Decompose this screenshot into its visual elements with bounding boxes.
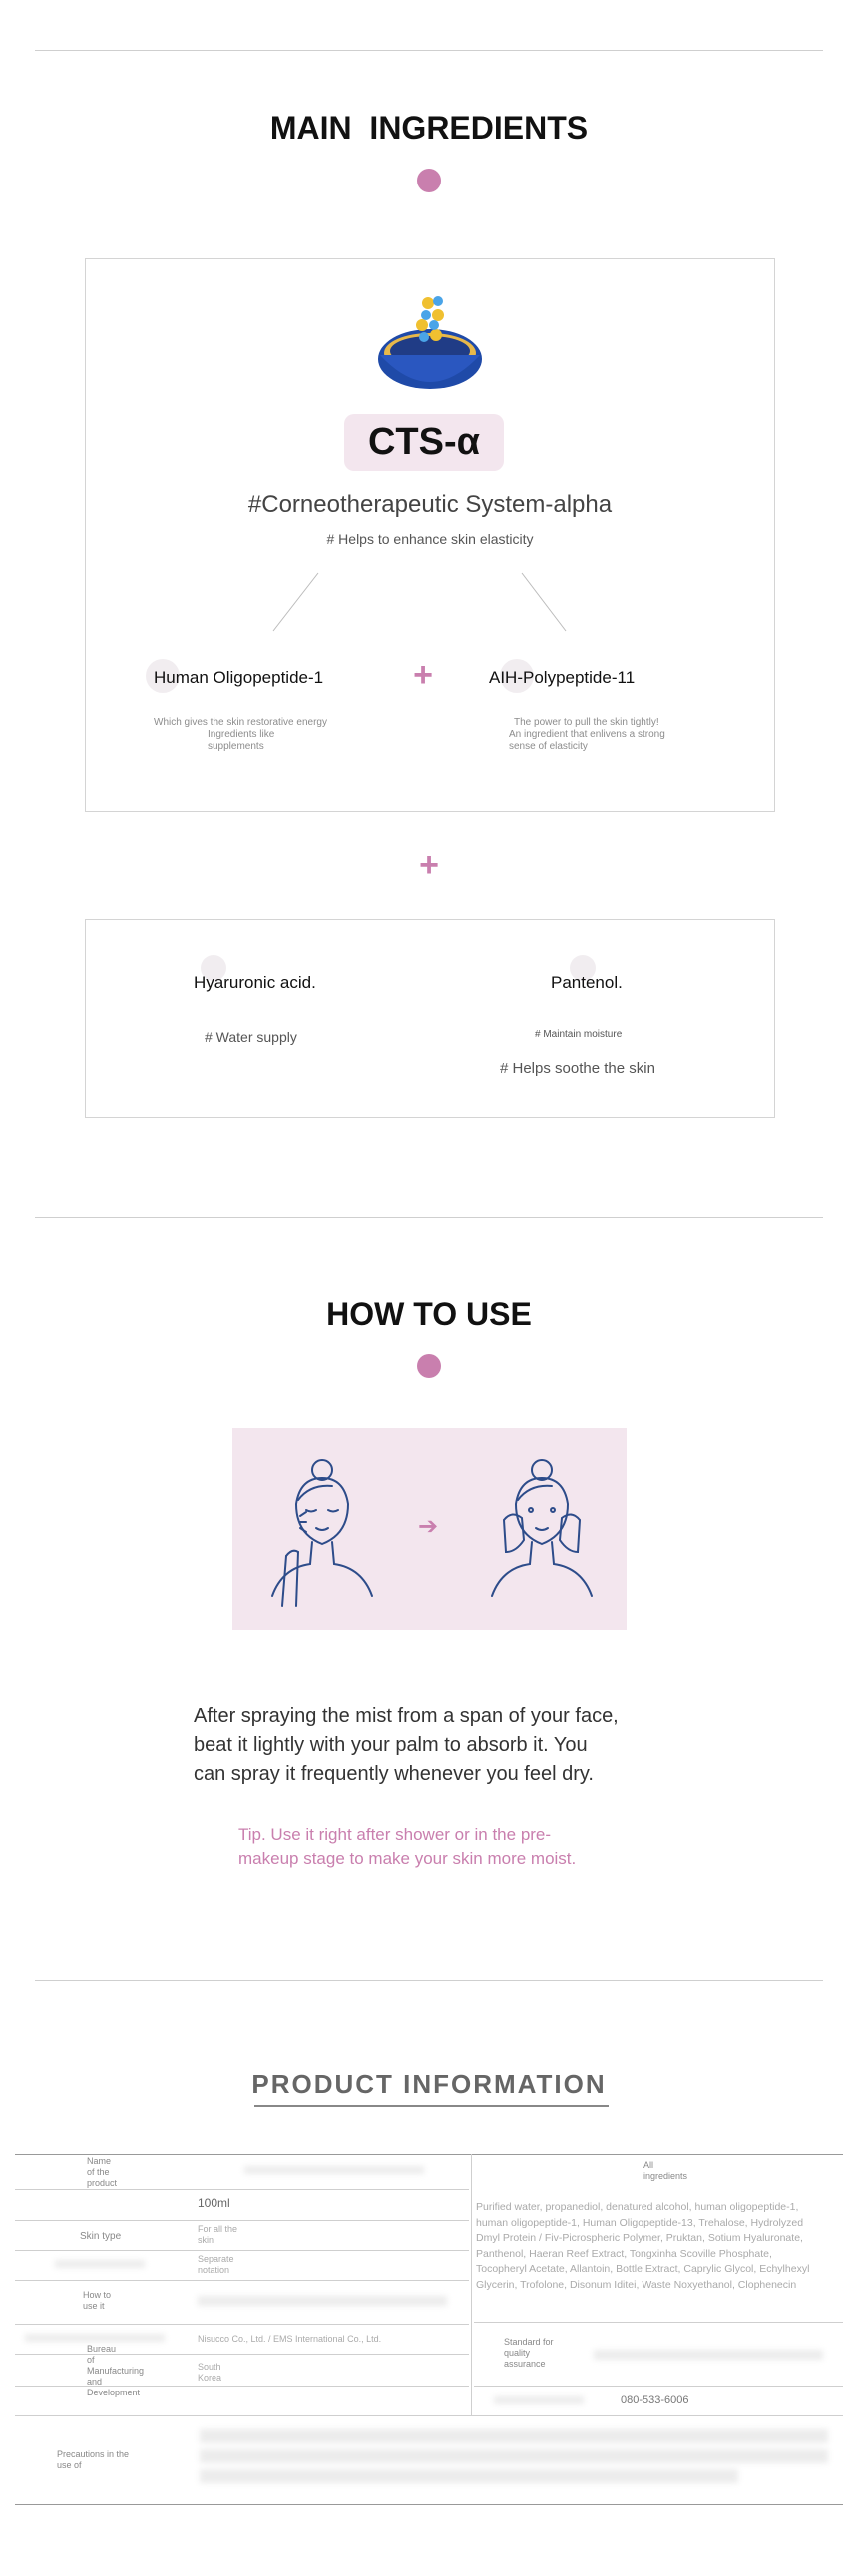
redacted-precautions	[200, 2449, 828, 2463]
redacted-value	[198, 2296, 447, 2306]
instruction-line: beat it lightly with your palm to absorb it. You	[194, 1734, 588, 1756]
section-divider	[35, 1217, 823, 1218]
label-line: ingredients	[644, 2171, 688, 2181]
table-rule	[15, 2324, 469, 2325]
ingredients-line: Panthenol, Haeran Reef Extract, Tongxinha Scoville Phosphate,	[476, 2247, 772, 2260]
secondary-ingredients-card	[85, 919, 775, 1118]
human-oligopeptide-name: Human Oligopeptide-1	[154, 668, 324, 687]
cts-tagline: # Helps to enhance skin elasticity	[326, 531, 534, 547]
main-ingredients-title: MAIN INGREDIENTS	[269, 110, 589, 146]
cts-subtitle: #Corneotherapeutic System-alpha	[247, 491, 613, 518]
how-to-use-label	[83, 2290, 111, 2312]
table-rule	[15, 2415, 843, 2416]
redacted-label	[494, 2396, 584, 2404]
usage-tip	[238, 1823, 657, 1871]
water-supply-tag: # Water supply	[205, 1029, 297, 1045]
plus-icon: +	[419, 846, 439, 884]
label-line: Development	[87, 2388, 141, 2397]
table-rule	[474, 2322, 843, 2323]
table-rule	[15, 2280, 469, 2281]
ingredients-line: Purified water, propanediol, denatured alcohol, human oligopeptide-1,	[476, 2201, 799, 2213]
desc-line: An ingredient that enlivens a strong	[509, 729, 665, 740]
face-spray-icon	[262, 1456, 382, 1616]
table-rule	[15, 2189, 469, 2190]
table-column-divider	[471, 2154, 472, 2415]
ingredients-line: Dmyl Protein / Fiv-Picrospheric Polymer, Pruktan, Sotium Hyaluronate,	[476, 2232, 803, 2244]
cts-card	[85, 258, 775, 812]
ingredients-line: Tocopheryl Acetate, Allantoin, Bottle Extract, Caprylic Glycol, Echylhexyl	[476, 2263, 810, 2275]
face-pat-icon	[482, 1456, 602, 1616]
human-oligopeptide-desc	[154, 717, 327, 753]
instruction-line: can spray it frequently whenever you feel dry.	[194, 1763, 594, 1785]
hyaluronic-acid-name: Hyaruronic acid.	[194, 973, 316, 992]
desc-line: sense of elasticity	[509, 741, 588, 752]
how-to-use-title: HOW TO USE	[326, 1296, 532, 1332]
label-line: of	[87, 2355, 95, 2365]
table-rule	[15, 2386, 469, 2387]
section-divider	[35, 1980, 823, 1981]
value-line: Korea	[198, 2373, 222, 2383]
value-line: Separate	[198, 2254, 234, 2264]
precautions-label	[57, 2449, 129, 2471]
table-rule	[15, 2220, 469, 2221]
tip-line: makeup stage to make your skin more moist.	[238, 1849, 577, 1868]
desc-line: Ingredients like	[208, 729, 275, 740]
bureau-label	[87, 2344, 144, 2398]
accent-dot	[417, 169, 441, 192]
label-line: and	[87, 2377, 103, 2387]
redacted-label	[55, 2260, 145, 2268]
label-line: of the	[87, 2167, 110, 2177]
ingredients-line: human oligopeptide-1, Human Oligopeptide-13, Trehalose, Hydrolyzed	[476, 2216, 804, 2229]
how-to-use-illustration	[232, 1428, 627, 1630]
label-line: How to	[83, 2290, 112, 2300]
skin-type-label: Skin type	[80, 2231, 122, 2242]
value-line: skin	[198, 2235, 214, 2245]
redacted-value	[244, 2166, 424, 2174]
table-rule	[15, 2154, 843, 2155]
cts-badge-label: CTS-α	[367, 421, 480, 463]
product-information-title: PRODUCT INFORMATION	[251, 2069, 607, 2099]
title-underline	[254, 2105, 609, 2107]
label-line: assurance	[504, 2359, 546, 2369]
aih-polypeptide-name: AIH-Polypeptide-11	[489, 668, 636, 687]
usage-instructions	[194, 1702, 712, 1789]
soothe-skin-tag: # Helps soothe the skin	[500, 1060, 655, 1077]
quality-assurance-label	[504, 2337, 554, 2370]
instruction-line: After spraying the mist from a span of your face,	[194, 1705, 619, 1727]
table-rule	[15, 2250, 469, 2251]
separate-notation-value	[198, 2254, 234, 2276]
table-rule	[15, 2354, 469, 2355]
value-line: notation	[198, 2265, 230, 2275]
label-line: use it	[83, 2301, 105, 2311]
label-line: Standard for	[504, 2337, 554, 2347]
label-line: product	[87, 2178, 118, 2188]
value-line: For all the	[198, 2224, 238, 2234]
phone-value: 080-533-6006	[621, 2394, 689, 2406]
manufacturer-value: Nisucco Co., Ltd. / EMS International Co., Ltd.	[198, 2334, 382, 2344]
ingredients-line: Glycerin, Trofolone, Disonum Iditei, Waste Noxyethanol, Clophenecin	[476, 2278, 797, 2291]
all-ingredients-label	[644, 2160, 687, 2182]
label-line: Bureau	[87, 2344, 117, 2354]
capacity-value: 100ml	[198, 2196, 230, 2210]
tip-line: Tip. Use it right after shower or in the pre-	[238, 1825, 552, 1844]
country-value	[198, 2362, 221, 2384]
label-line: Name	[87, 2156, 112, 2166]
label-line: Precautions in the	[57, 2449, 130, 2459]
label-line: use of	[57, 2460, 82, 2470]
label-line: All	[644, 2160, 654, 2170]
pantenol-name: Pantenol.	[551, 973, 623, 992]
redacted-precautions	[200, 2469, 738, 2483]
product-info-table	[15, 2154, 843, 2505]
table-rule	[474, 2386, 843, 2387]
value-line: South	[198, 2362, 221, 2372]
accent-dot	[417, 1354, 441, 1378]
ingredients-list	[476, 2200, 841, 2293]
redacted-label	[25, 2334, 165, 2342]
desc-line: The power to pull the skin tightly!	[514, 717, 659, 728]
arrow-right-icon: ➔	[418, 1513, 439, 1540]
aih-polypeptide-desc	[509, 717, 665, 753]
label-line: Manufacturing	[87, 2366, 145, 2376]
maintain-moisture-tag: # Maintain moisture	[535, 1029, 623, 1040]
desc-line: supplements	[208, 741, 264, 752]
label-line: quality	[504, 2348, 531, 2358]
redacted-precautions	[200, 2429, 828, 2443]
redacted-value	[594, 2350, 823, 2360]
skin-type-value	[198, 2224, 237, 2246]
top-divider	[35, 50, 823, 51]
plus-icon: +	[413, 656, 433, 694]
table-rule	[15, 2504, 843, 2505]
product-name-label	[87, 2156, 117, 2189]
desc-line: Which gives the skin restorative energy	[154, 717, 327, 728]
